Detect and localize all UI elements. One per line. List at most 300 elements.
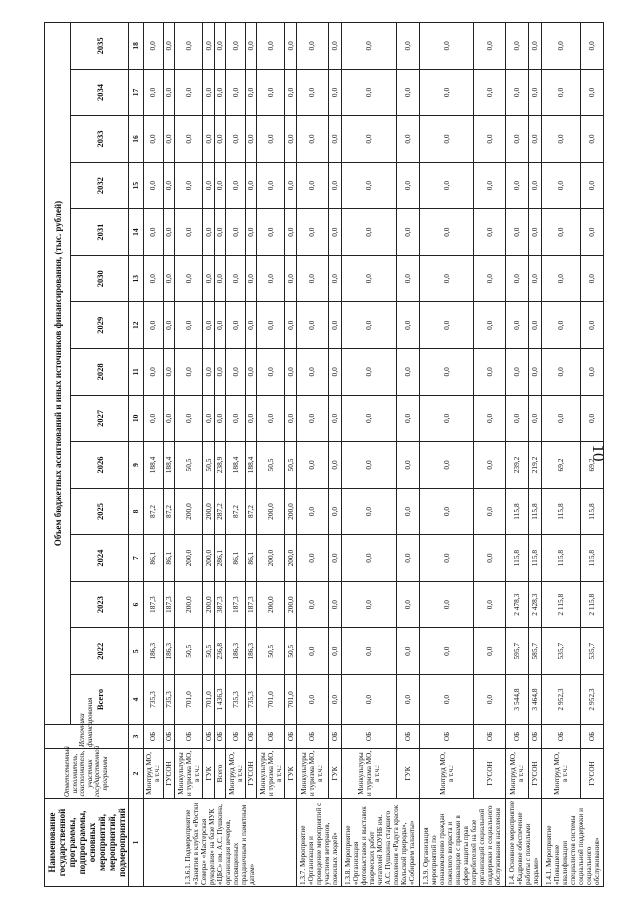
- row-value: 0,0: [245, 162, 256, 209]
- table-row: [226, 23, 246, 887]
- row-value: 287,2: [214, 488, 225, 535]
- row-value: 0,0: [144, 395, 164, 442]
- row-value: 0,0: [542, 349, 581, 396]
- table-row: [542, 23, 581, 887]
- row-value: 200,0: [175, 488, 203, 535]
- table-row: [341, 23, 396, 887]
- row-value: 0,0: [214, 302, 225, 349]
- column-index: 15: [129, 162, 144, 209]
- row-value: 0,0: [419, 255, 474, 302]
- row-value: 0,0: [226, 23, 246, 70]
- row-value: 0,0: [144, 255, 164, 302]
- row-value: 0,0: [542, 209, 581, 256]
- row-value: 200,0: [257, 535, 285, 582]
- row-value: 0,0: [341, 23, 396, 70]
- row-value: 0,0: [296, 628, 328, 675]
- row-value: 0,0: [163, 209, 174, 256]
- row-value: 0,0: [245, 209, 256, 256]
- row-value: 50,5: [257, 442, 285, 489]
- column-index: 18: [129, 23, 144, 70]
- row-value: 115,8: [506, 488, 529, 535]
- table-row: [203, 23, 214, 887]
- row-value: 188,4: [226, 442, 246, 489]
- table-rotated-container: [44, 22, 604, 887]
- row-value: 585,7: [529, 628, 542, 675]
- row-value: 219,2: [529, 442, 542, 489]
- row-value: 0,0: [581, 162, 604, 209]
- row-name: 1.3.9. Организация мероприятий по ознакомлению граждан пожилого возраста и инвалидов с правами в сфере защиты прав потребителей на базе организаций социальной поддержки и социального обслуживания населения: [419, 799, 505, 887]
- column-index: 10: [129, 395, 144, 442]
- row-value: 0,0: [341, 488, 396, 535]
- row-value: 0,0: [506, 395, 529, 442]
- header-year: 2029: [71, 302, 129, 349]
- row-value: 200,0: [175, 581, 203, 628]
- row-value: 0,0: [474, 209, 506, 256]
- row-responsible: Минкультуры и туризма МО, в т.ч.:: [341, 749, 396, 799]
- header-year: 2032: [71, 162, 129, 209]
- row-source: ОБ: [214, 725, 225, 749]
- row-name: 1.3.8. Мероприятие «Организация фотовыставок и выставок творческих работ читателей МОУНБ им. А.С. Пушкина старшего поколения «Радуга красок Кольской природы», «Собираем таланты»: [341, 799, 419, 887]
- row-value: 0,0: [419, 349, 474, 396]
- header-source: Источники финансирования: [45, 725, 129, 749]
- row-value: 0,0: [341, 442, 396, 489]
- row-value: 0,0: [203, 116, 214, 163]
- row-value: 0,0: [245, 395, 256, 442]
- row-value: 0,0: [226, 302, 246, 349]
- row-value: 0,0: [581, 302, 604, 349]
- row-value: 87,2: [245, 488, 256, 535]
- row-name: 1.3.6.1. Подмероприятие «Занятия в клубах «Ростки Севера» «Мастерская рукоделия» на базе МУК «ЦБС» им. А.С. Пушкина, организация вечеров, посвященных праздничным и памятным датам»: [144, 799, 297, 887]
- table-row: [214, 23, 225, 887]
- row-value: 186,3: [226, 628, 246, 675]
- page-number: 10: [589, 444, 608, 462]
- row-value: 0,0: [341, 116, 396, 163]
- row-value: 0,0: [144, 23, 164, 70]
- row-value: 87,2: [226, 488, 246, 535]
- row-source: ОБ: [226, 725, 246, 749]
- row-value: 238,9: [214, 442, 225, 489]
- row-value: 0,0: [257, 349, 285, 396]
- row-value: 0,0: [474, 349, 506, 396]
- row-responsible: Минтруд МО, в т.ч.:: [144, 749, 164, 799]
- row-total: 2 952,3: [581, 675, 604, 725]
- row-value: 0,0: [419, 23, 474, 70]
- row-value: 286,1: [214, 535, 225, 582]
- row-value: 0,0: [341, 209, 396, 256]
- row-value: 187,3: [163, 581, 174, 628]
- table-row: [144, 23, 164, 887]
- row-value: 387,3: [214, 581, 225, 628]
- row-value: 0,0: [163, 23, 174, 70]
- row-value: 0,0: [341, 162, 396, 209]
- row-value: 115,8: [581, 488, 604, 535]
- column-index: 12: [129, 302, 144, 349]
- row-value: 0,0: [581, 69, 604, 116]
- row-source: ОБ: [328, 725, 341, 749]
- row-value: 0,0: [285, 255, 296, 302]
- row-value: 0,0: [474, 488, 506, 535]
- row-value: 0,0: [144, 69, 164, 116]
- row-value: 115,8: [581, 535, 604, 582]
- row-value: 0,0: [341, 255, 396, 302]
- row-value: 0,0: [226, 255, 246, 302]
- row-source: ОБ: [542, 725, 581, 749]
- row-source: ОБ: [419, 725, 474, 749]
- row-value: 0,0: [542, 116, 581, 163]
- row-value: 0,0: [296, 488, 328, 535]
- row-value: 0,0: [163, 395, 174, 442]
- row-value: 0,0: [163, 255, 174, 302]
- row-value: 0,0: [474, 628, 506, 675]
- row-total: 0,0: [341, 675, 396, 725]
- row-value: 115,8: [529, 535, 542, 582]
- row-value: 0,0: [506, 23, 529, 70]
- header-year: 2026: [71, 442, 129, 489]
- row-value: 0,0: [542, 395, 581, 442]
- row-value: 0,0: [328, 162, 341, 209]
- row-value: 0,0: [175, 255, 203, 302]
- row-value: 0,0: [226, 209, 246, 256]
- header-year: 2023: [71, 581, 129, 628]
- row-value: 0,0: [397, 69, 420, 116]
- row-total: 0,0: [328, 675, 341, 725]
- row-source: ОБ: [144, 725, 164, 749]
- row-value: 0,0: [474, 23, 506, 70]
- row-value: 0,0: [245, 255, 256, 302]
- header-year: 2034: [71, 69, 129, 116]
- row-value: 0,0: [257, 255, 285, 302]
- row-value: 50,5: [285, 442, 296, 489]
- row-value: 0,0: [175, 209, 203, 256]
- row-value: 0,0: [474, 535, 506, 582]
- row-value: 0,0: [341, 535, 396, 582]
- row-value: 86,1: [144, 535, 164, 582]
- row-value: 0,0: [328, 23, 341, 70]
- row-value: 0,0: [419, 116, 474, 163]
- row-responsible: ГУСОН: [474, 749, 506, 799]
- row-total: 3 544,8: [506, 675, 529, 725]
- row-value: 0,0: [175, 349, 203, 396]
- row-value: 0,0: [529, 395, 542, 442]
- row-value: 0,0: [341, 69, 396, 116]
- column-index: 8: [129, 488, 144, 535]
- row-value: 0,0: [296, 69, 328, 116]
- row-value: 0,0: [245, 23, 256, 70]
- row-value: 0,0: [506, 162, 529, 209]
- row-value: 86,1: [226, 535, 246, 582]
- row-value: 0,0: [341, 395, 396, 442]
- row-value: 0,0: [214, 255, 225, 302]
- row-responsible: Минтруд МО, в т.ч.:: [506, 749, 529, 799]
- row-responsible: Минкультуры и туризма МО, в т.ч.:: [257, 749, 285, 799]
- table-body: [144, 23, 604, 887]
- row-value: 0,0: [296, 581, 328, 628]
- row-source: ОБ: [529, 725, 542, 749]
- row-value: 0,0: [581, 349, 604, 396]
- row-source: ОБ: [245, 725, 256, 749]
- row-total: 701,0: [203, 675, 214, 725]
- table-row: [163, 23, 174, 887]
- row-value: 0,0: [214, 395, 225, 442]
- row-total: 735,3: [144, 675, 164, 725]
- row-source: ОБ: [341, 725, 396, 749]
- row-value: 186,3: [163, 628, 174, 675]
- row-value: 535,7: [542, 628, 581, 675]
- row-value: 86,1: [245, 535, 256, 582]
- row-value: 69,2: [542, 442, 581, 489]
- row-value: 0,0: [542, 23, 581, 70]
- row-value: 0,0: [506, 255, 529, 302]
- row-value: 0,0: [296, 23, 328, 70]
- row-value: 0,0: [474, 162, 506, 209]
- row-value: 0,0: [397, 302, 420, 349]
- row-total: 1 436,3: [214, 675, 225, 725]
- row-value: 200,0: [203, 488, 214, 535]
- row-source: ОБ: [397, 725, 420, 749]
- row-value: 595,7: [506, 628, 529, 675]
- row-responsible: ГУК: [397, 749, 420, 799]
- row-value: 0,0: [542, 162, 581, 209]
- header-responsible: Ответственный исполнитель, соисполнитель, участник государственной программы: [45, 749, 129, 799]
- row-value: 2 115,8: [581, 581, 604, 628]
- row-value: 0,0: [203, 23, 214, 70]
- row-value: 0,0: [245, 116, 256, 163]
- row-responsible: ГУСОН: [245, 749, 256, 799]
- row-value: 0,0: [144, 162, 164, 209]
- row-value: 200,0: [203, 535, 214, 582]
- row-value: 0,0: [257, 395, 285, 442]
- table-row: [529, 23, 542, 887]
- row-value: 0,0: [474, 442, 506, 489]
- row-value: 0,0: [419, 535, 474, 582]
- row-total: 701,0: [285, 675, 296, 725]
- row-value: 0,0: [474, 395, 506, 442]
- row-value: 0,0: [214, 162, 225, 209]
- row-value: 0,0: [175, 69, 203, 116]
- row-responsible: ГУК: [285, 749, 296, 799]
- row-value: 0,0: [175, 302, 203, 349]
- row-value: 2 478,3: [506, 581, 529, 628]
- row-value: 0,0: [257, 23, 285, 70]
- row-value: 0,0: [328, 116, 341, 163]
- row-value: 0,0: [529, 69, 542, 116]
- row-value: 0,0: [285, 23, 296, 70]
- row-value: 0,0: [474, 581, 506, 628]
- row-value: 87,2: [144, 488, 164, 535]
- header-year: 2027: [71, 395, 129, 442]
- row-value: 0,0: [257, 209, 285, 256]
- row-value: 0,0: [226, 349, 246, 396]
- row-value: 0,0: [419, 69, 474, 116]
- row-value: 0,0: [581, 255, 604, 302]
- header-total: Всего: [71, 675, 129, 725]
- row-name: 1.3.7. Мероприятие «Организация и проведение мероприятий с участием ветеранов, пожилых людей»: [296, 799, 341, 887]
- row-value: 0,0: [285, 209, 296, 256]
- column-index: 9: [129, 442, 144, 489]
- header-year: 2024: [71, 535, 129, 582]
- row-value: 0,0: [296, 395, 328, 442]
- row-responsible: Всего: [214, 749, 225, 799]
- row-value: 0,0: [226, 116, 246, 163]
- row-value: 0,0: [245, 349, 256, 396]
- row-value: 0,0: [529, 209, 542, 256]
- table-row: [506, 23, 529, 887]
- row-source: ОБ: [203, 725, 214, 749]
- row-source: ОБ: [474, 725, 506, 749]
- row-value: 0,0: [341, 581, 396, 628]
- row-value: 0,0: [285, 69, 296, 116]
- row-value: 0,0: [175, 23, 203, 70]
- row-total: 3 464,8: [529, 675, 542, 725]
- row-value: 0,0: [474, 302, 506, 349]
- row-responsible: Минтруд МО, в т.ч.:: [419, 749, 474, 799]
- row-value: 200,0: [285, 581, 296, 628]
- row-value: 115,8: [542, 488, 581, 535]
- row-value: 0,0: [175, 395, 203, 442]
- row-value: 0,0: [144, 302, 164, 349]
- row-total: 0,0: [296, 675, 328, 725]
- row-source: ОБ: [175, 725, 203, 749]
- row-value: 115,8: [529, 488, 542, 535]
- row-value: 86,1: [163, 535, 174, 582]
- row-value: 0,0: [419, 628, 474, 675]
- row-value: 0,0: [203, 69, 214, 116]
- table-row: [419, 23, 474, 887]
- row-value: 0,0: [341, 302, 396, 349]
- row-value: 0,0: [163, 116, 174, 163]
- row-value: 0,0: [581, 116, 604, 163]
- row-value: 0,0: [214, 349, 225, 396]
- row-value: 239,2: [506, 442, 529, 489]
- header-year: 2025: [71, 488, 129, 535]
- row-value: 0,0: [506, 302, 529, 349]
- row-value: 0,0: [285, 395, 296, 442]
- row-value: 0,0: [328, 581, 341, 628]
- row-value: 0,0: [506, 209, 529, 256]
- row-value: 0,0: [214, 69, 225, 116]
- row-value: 0,0: [203, 349, 214, 396]
- row-responsible: Минкультуры и туризма МО, в т.ч.:: [175, 749, 203, 799]
- row-value: 186,3: [144, 628, 164, 675]
- row-source: ОБ: [506, 725, 529, 749]
- row-value: 0,0: [542, 255, 581, 302]
- column-index: 2: [129, 749, 144, 799]
- row-value: 0,0: [397, 209, 420, 256]
- financing-table: [44, 22, 604, 887]
- row-value: 0,0: [328, 488, 341, 535]
- row-value: 0,0: [419, 162, 474, 209]
- row-value: 0,0: [474, 255, 506, 302]
- row-value: 0,0: [175, 162, 203, 209]
- row-value: 0,0: [328, 209, 341, 256]
- row-value: 0,0: [226, 162, 246, 209]
- row-value: 0,0: [506, 69, 529, 116]
- row-value: 0,0: [245, 69, 256, 116]
- row-value: 0,0: [529, 162, 542, 209]
- row-value: 0,0: [163, 349, 174, 396]
- column-index: 5: [129, 628, 144, 675]
- row-responsible: Минкультуры и туризма МО, в т.ч.:: [296, 749, 328, 799]
- row-responsible: Минтруд МО, в т.ч.:: [226, 749, 246, 799]
- row-source: ОБ: [581, 725, 604, 749]
- row-value: 0,0: [226, 395, 246, 442]
- table-row: [581, 23, 604, 887]
- row-total: 0,0: [397, 675, 420, 725]
- row-value: 0,0: [328, 302, 341, 349]
- header-name: Наименование государственной программы, подпрограммы, основных мероприятий, мероприятий, подмероприятий: [45, 799, 129, 887]
- row-value: 0,0: [214, 116, 225, 163]
- row-source: ОБ: [285, 725, 296, 749]
- row-value: 200,0: [285, 488, 296, 535]
- row-value: 69,2: [581, 442, 604, 489]
- table-row: [474, 23, 506, 887]
- row-responsible: ГУК: [203, 749, 214, 799]
- row-value: 0,0: [529, 349, 542, 396]
- row-value: 50,5: [203, 442, 214, 489]
- row-value: 0,0: [328, 535, 341, 582]
- row-value: 0,0: [226, 69, 246, 116]
- column-index: 4: [129, 675, 144, 725]
- row-value: 0,0: [397, 23, 420, 70]
- row-value: 0,0: [581, 23, 604, 70]
- row-value: 50,5: [175, 442, 203, 489]
- row-value: 0,0: [397, 395, 420, 442]
- row-value: 188,4: [144, 442, 164, 489]
- row-value: 0,0: [542, 302, 581, 349]
- row-value: 0,0: [419, 581, 474, 628]
- row-value: 187,3: [245, 581, 256, 628]
- row-value: 187,3: [144, 581, 164, 628]
- row-value: 0,0: [296, 209, 328, 256]
- row-value: 200,0: [257, 488, 285, 535]
- row-value: 50,5: [203, 628, 214, 675]
- row-value: 0,0: [285, 162, 296, 209]
- row-value: 200,0: [257, 581, 285, 628]
- row-value: 0,0: [296, 116, 328, 163]
- row-value: 0,0: [529, 255, 542, 302]
- column-index: 16: [129, 116, 144, 163]
- row-responsible: ГУСОН: [529, 749, 542, 799]
- row-value: 0,0: [203, 162, 214, 209]
- table-header: [45, 23, 144, 887]
- row-value: 0,0: [419, 442, 474, 489]
- row-value: 0,0: [296, 442, 328, 489]
- row-value: 0,0: [296, 162, 328, 209]
- row-value: 0,0: [245, 302, 256, 349]
- row-total: 0,0: [419, 675, 474, 725]
- row-value: 115,8: [542, 535, 581, 582]
- row-value: 0,0: [328, 69, 341, 116]
- row-total: 0,0: [474, 675, 506, 725]
- row-value: 200,0: [175, 535, 203, 582]
- row-value: 0,0: [529, 116, 542, 163]
- table-row: [296, 23, 328, 887]
- row-value: 0,0: [397, 628, 420, 675]
- row-total: 701,0: [175, 675, 203, 725]
- row-value: 0,0: [285, 302, 296, 349]
- row-total: 701,0: [257, 675, 285, 725]
- row-value: 0,0: [397, 535, 420, 582]
- table-row: [175, 23, 203, 887]
- row-name: 1.4.1. Мероприятие «Повышение квалификации специалистов системы социальной поддержки и социального обслуживания»: [542, 799, 604, 887]
- row-value: 0,0: [285, 116, 296, 163]
- row-value: 50,5: [257, 628, 285, 675]
- row-name: 1.4. Основное мероприятие «Кадровое обеспечение работы с пожилыми людьми»: [506, 799, 542, 887]
- row-value: 2 115,8: [542, 581, 581, 628]
- row-value: 0,0: [296, 535, 328, 582]
- table-row: [257, 23, 285, 887]
- header-year: 2030: [71, 255, 129, 302]
